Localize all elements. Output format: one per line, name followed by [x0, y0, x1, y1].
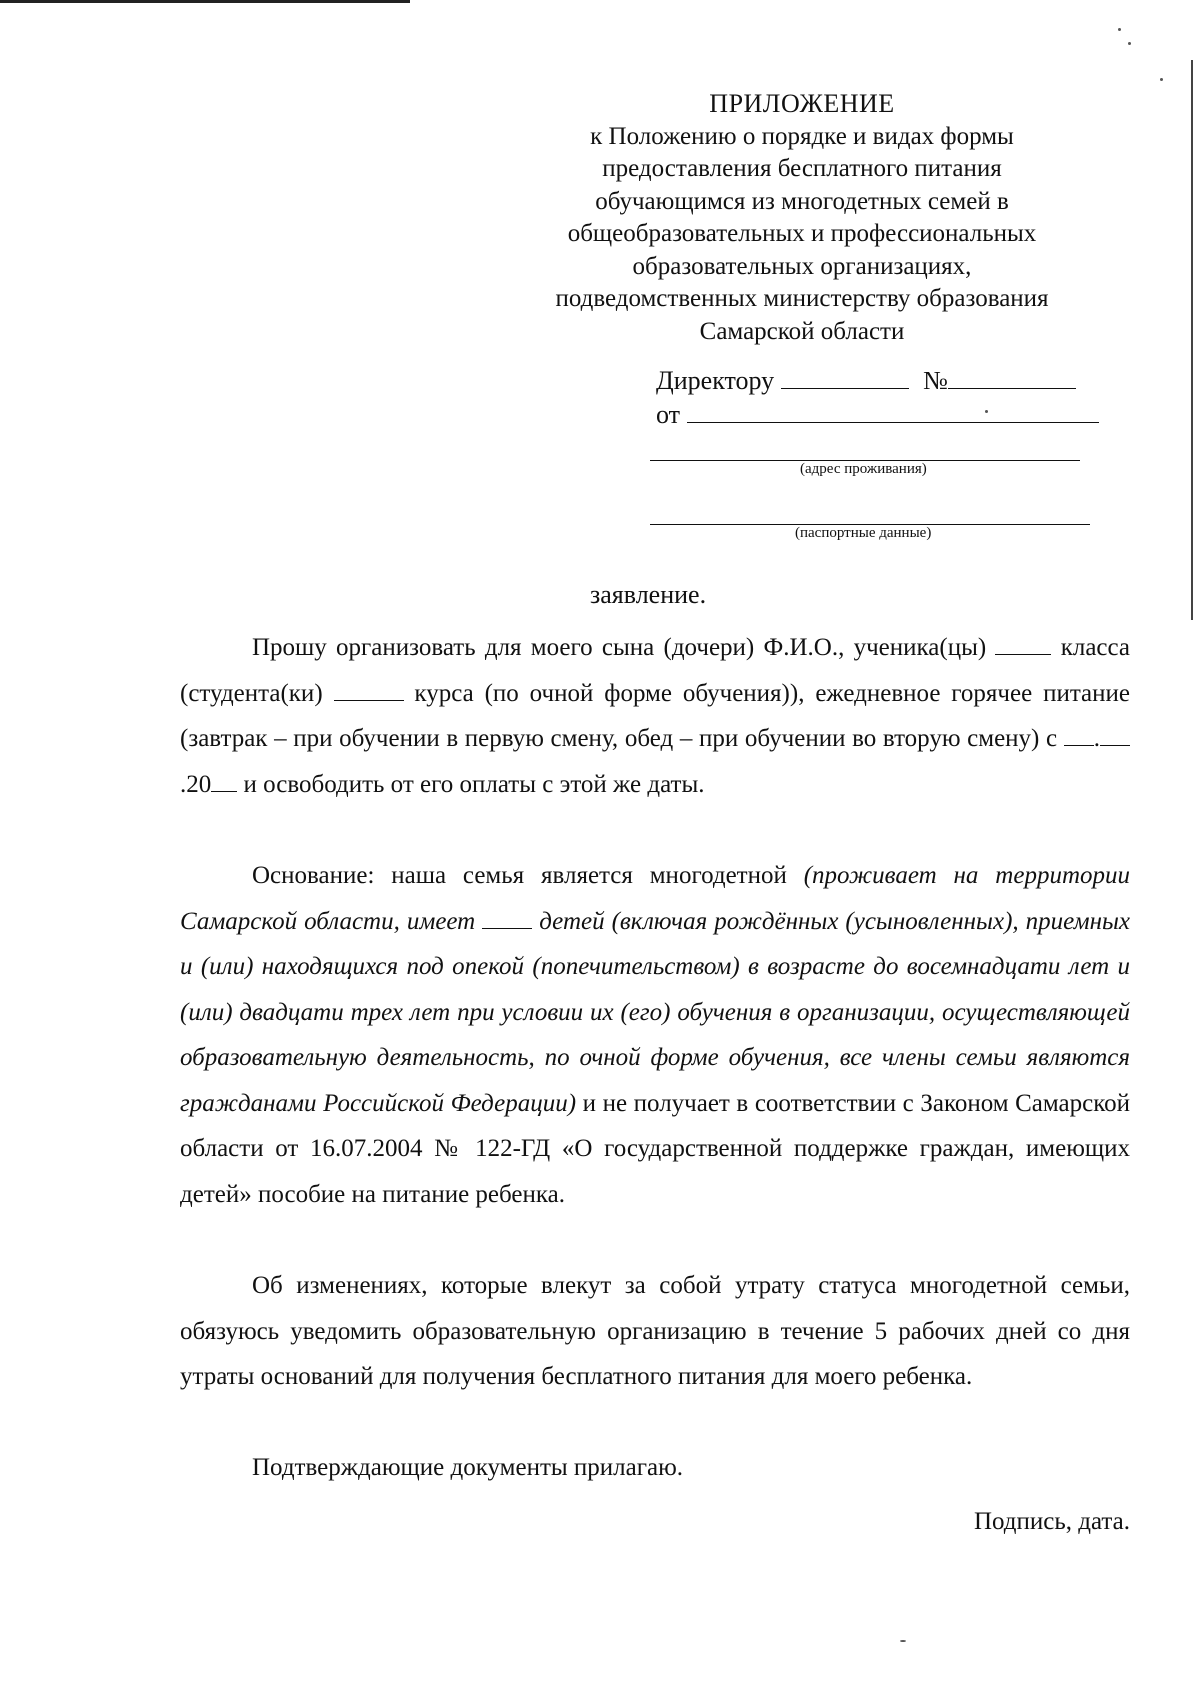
from-label: от	[656, 400, 681, 429]
year-field[interactable]	[211, 771, 237, 792]
header-line: подведомственных министерству образования	[555, 285, 1049, 312]
director-label: Директору	[656, 366, 775, 395]
p1-text-e: .20	[180, 770, 212, 798]
header-line: Самарской области	[699, 317, 905, 345]
class-field[interactable]	[995, 634, 1051, 655]
p4-text: Подтверждающие документы прилагаю.	[252, 1454, 684, 1481]
director-line	[656, 366, 1076, 396]
p1-text-b: класса (студента(ки)	[180, 634, 1131, 707]
applicant-name-field[interactable]	[687, 400, 1099, 423]
request-paragraph	[180, 625, 1130, 807]
document-title: заявление.	[590, 580, 707, 609]
month-field[interactable]	[1100, 725, 1130, 746]
notice-paragraph	[180, 1263, 1130, 1400]
p2-text-b: (проживает на территории Самарской области, имеет	[180, 862, 1130, 935]
scan-speck	[1118, 28, 1121, 31]
from-line	[656, 400, 1099, 430]
p1-text-d: .	[1093, 725, 1101, 752]
header-line: к Положению о порядке и видах формы	[590, 122, 1014, 150]
header-line: предоставления бесплатного питания	[602, 155, 1002, 182]
header-line: образовательных организациях,	[632, 252, 972, 280]
documents-paragraph	[180, 1445, 1130, 1491]
p1-text-f: и освободить от его оплаты с этой же даты.	[243, 770, 705, 798]
p3-text: Об изменениях, которые влекут за собой утрату статуса многодетной семьи, обязуюсь уведомить образовательную организацию в течение 5 рабочих дней со дня утраты оснований для получения бесплатного питания для моего ребенка.	[180, 1272, 1130, 1390]
p1-text-c: курса (по очной форме обучения)), ежедневное горячее питание (завтрак – при обучении в первую смену, обед – при обучении во вторую смену) с	[180, 679, 1131, 752]
appendix-title: ПРИЛОЖЕНИЕ	[709, 89, 895, 118]
p2-text-a: Основание: наша семья является многодетной	[252, 862, 787, 889]
school-number-field[interactable]	[948, 366, 1076, 389]
signature-date-label: Подпись, дата.	[973, 1508, 1130, 1535]
director-name-field[interactable]	[781, 366, 909, 389]
scan-edge-line	[1191, 60, 1193, 620]
passport-caption: (паспортные данные)	[795, 525, 932, 541]
scan-speck	[1160, 78, 1163, 81]
scan-border-line	[0, 0, 410, 3]
p1-text-a: Прошу организовать для моего сына (дочери) Ф.И.О., ученика(цы)	[252, 634, 987, 661]
address-caption: (адрес проживания)	[800, 461, 927, 477]
p2-text-d: и не получает в соответствии с Законом Самарской области от 16.07.2004 № 122-ГД «О государственной поддержке граждан, имеющих детей» пособие на питание ребенка.	[180, 1089, 1131, 1208]
scan-speck	[1128, 42, 1131, 45]
children-count-field[interactable]	[482, 908, 532, 929]
course-field[interactable]	[334, 680, 404, 701]
appendix-header	[512, 88, 1092, 348]
header-line: общеобразовательных и профессиональных	[567, 220, 1037, 247]
scan-speck	[900, 1640, 906, 1642]
basis-paragraph	[180, 853, 1130, 1217]
p2-text-c: детей (включая рождённых (усыновленных), приемных и (или) находящихся под опекой (попечительством) в возрасте до восемнадцати лет и (или) двадцати трех лет при условии их (его) обучения в организации, осуществляющей образовательную деятельность, по очной форме обучения, все члены семьи являются гражданами Российской Федерации)	[180, 907, 1130, 1117]
day-field[interactable]	[1064, 725, 1094, 746]
header-line: обучающимся из многодетных семей в	[595, 187, 1009, 215]
number-label: №	[923, 366, 948, 395]
